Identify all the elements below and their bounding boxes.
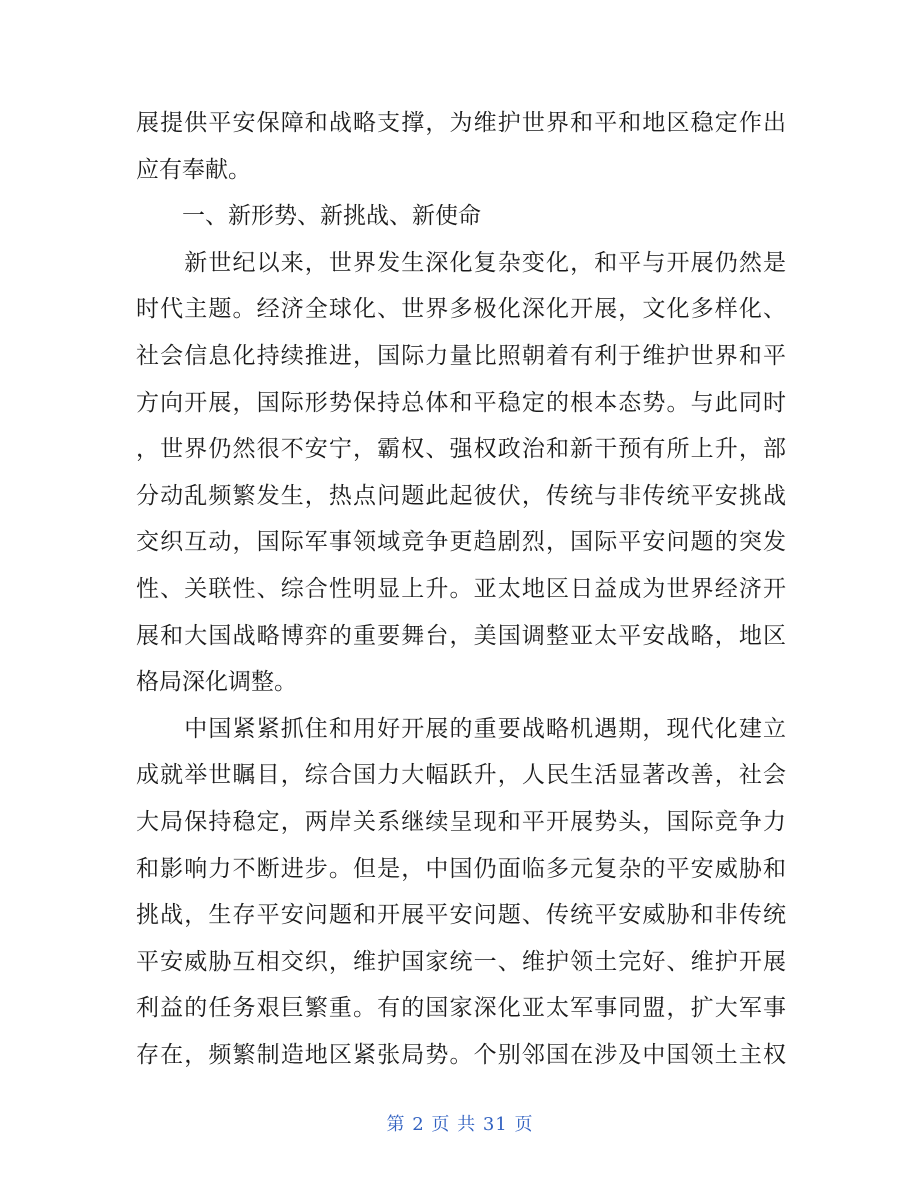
text-line: 平安威胁互相交织，维护国家统一、维护领土完好、维护开展 [136,948,786,975]
page-number-footer: 第 2 页 共 31 页 [386,1114,534,1135]
text-line: 时代主题。经济全球化、世界多极化深化开展，文化多样化、 [136,296,786,323]
text-line: 社会信息化持续推进，国际力量比照朝着有利于维护世界和平 [136,342,786,369]
text-line: 挑战，生存平安问题和开展平安问题、传统平安威胁和非传统 [136,902,786,929]
text-line: 存在，频繁制造地区紧张局势。个别邻国在涉及中国领土主权 [136,1041,786,1068]
text-line: 中国紧紧抓住和用好开展的重要战略机遇期，现代化建立 [136,715,786,742]
text-line: ，世界仍然很不安宁，霸权、强权政治和新干预有所上升，部 [136,436,786,463]
section-heading: 一、新形势、新挑战、新使命 [136,203,481,230]
text-line: 和影响力不断进步。但是，中国仍面临多元复杂的平安威胁和 [136,855,786,882]
text-line: 大局保持稳定，两岸关系继续呈现和平开展势头，国际竞争力 [136,808,786,835]
text-line: 新世纪以来，世界发生深化复杂变化，和平与开展仍然是 [136,249,786,276]
text-line: 性、关联性、综合性明显上升。亚太地区日益成为世界经济开 [136,575,786,602]
text-line: 展提供平安保障和战略支撑，为维护世界和平和地区稳定作出 [136,110,786,136]
text-line: 成就举世瞩目，综合国力大幅跃升，人民生活显著改善，社会 [136,762,786,789]
text-line: 交织互动，国际军事领域竞争更趋剧烈，国际平安问题的突发 [136,529,786,556]
text-line: 分动乱频繁发生，热点问题此起彼伏，传统与非传统平安挑战 [136,482,786,509]
document-body [136,100,786,1078]
text-line: 展和大国战略博弈的重要舞台，美国调整亚太平安战略，地区 [136,622,786,649]
text-line: 方向开展，国际形势保持总体和平稳定的根本态势。与此同时 [136,389,786,416]
text-line: 利益的任务艰巨繁重。有的国家深化亚太军事同盟，扩大军事 [136,995,786,1022]
text-line: 应有奉献。 [136,156,251,183]
text-line: 格局深化调整。 [136,669,297,696]
